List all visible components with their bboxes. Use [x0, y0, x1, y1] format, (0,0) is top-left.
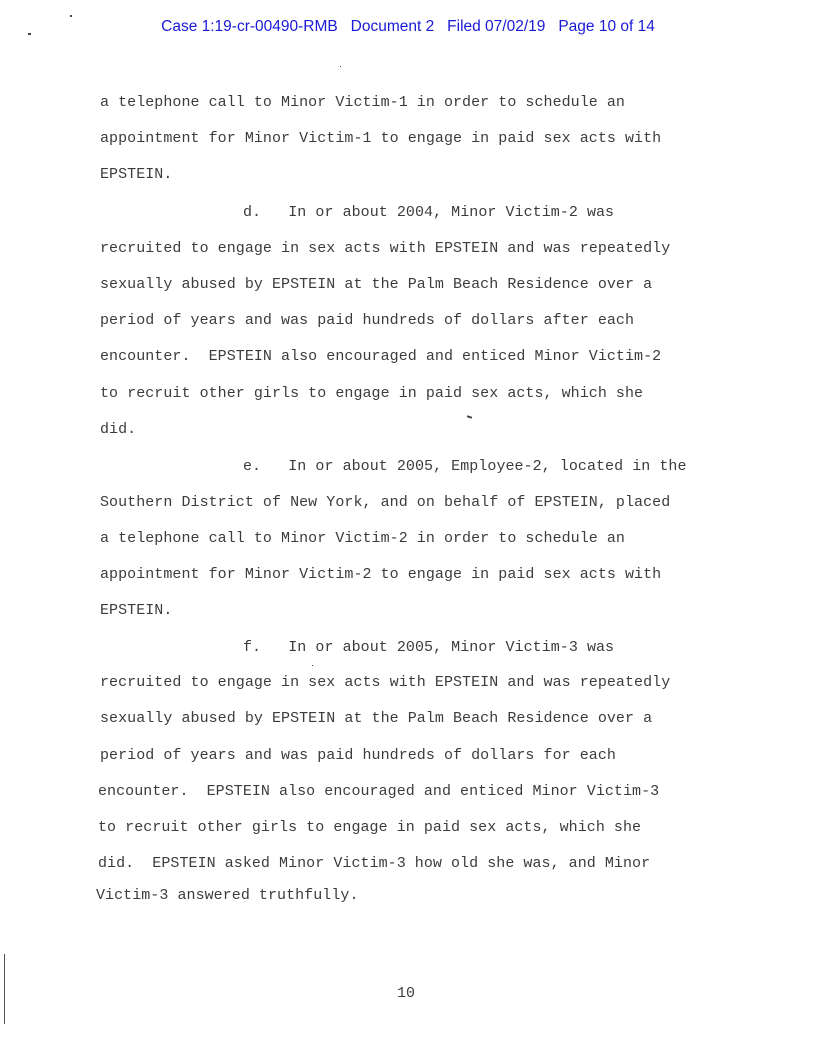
header-filed-date: Filed 07/02/19: [447, 18, 546, 35]
body-line: Victim-3 answered truthfully.: [96, 887, 359, 904]
body-line: a telephone call to Minor Victim-2 in order to schedule an: [100, 530, 625, 547]
body-line: encounter. EPSTEIN also encouraged and enticed Minor Victim-3: [98, 783, 660, 800]
ecf-header: [0, 18, 816, 36]
body-line: sexually abused by EPSTEIN at the Palm Beach Residence over a: [100, 276, 653, 293]
header-document-number: Document 2: [350, 18, 435, 35]
header-case-number: Case 1:19-cr-00490-RMB: [161, 18, 338, 35]
body-line: encounter. EPSTEIN also encouraged and enticed Minor Victim-2: [100, 348, 662, 365]
body-line: did.: [100, 421, 137, 438]
body-line: appointment for Minor Victim-1 to engage in paid sex acts with: [100, 130, 662, 147]
scan-speck: [312, 665, 313, 666]
body-line: recruited to engage in sex acts with EPSTEIN and was repeatedly: [100, 674, 671, 691]
body-line: to recruit other girls to engage in paid sex acts, which she: [98, 819, 642, 836]
paragraph-d-lead: d. In or about 2004, Minor Victim-2 was: [243, 204, 615, 221]
scan-speck: [340, 66, 341, 67]
scan-speck: [28, 33, 31, 35]
scan-margin-line: [4, 954, 5, 1024]
body-line: to recruit other girls to engage in paid sex acts, which she: [100, 385, 644, 402]
paragraph-e-lead: e. In or about 2005, Employee-2, located in the: [243, 458, 687, 475]
body-line: EPSTEIN.: [100, 602, 173, 619]
header-page-count: Page 10 of 14: [558, 18, 655, 35]
paragraph-f-lead: f. In or about 2005, Minor Victim-3 was: [243, 639, 615, 656]
scan-speck: [70, 15, 72, 17]
body-line: Southern District of New York, and on behalf of EPSTEIN, placed: [100, 494, 671, 511]
body-line: did. EPSTEIN asked Minor Victim-3 how old she was, and Minor: [98, 855, 651, 872]
body-line: recruited to engage in sex acts with EPSTEIN and was repeatedly: [100, 240, 671, 257]
body-line: a telephone call to Minor Victim-1 in order to schedule an: [100, 94, 625, 111]
body-line: period of years and was paid hundreds of dollars for each: [100, 747, 616, 764]
body-line: appointment for Minor Victim-2 to engage in paid sex acts with: [100, 566, 662, 583]
body-line: sexually abused by EPSTEIN at the Palm Beach Residence over a: [100, 710, 653, 727]
page-number: 10: [397, 985, 416, 1002]
body-line: period of years and was paid hundreds of dollars after each: [100, 312, 635, 329]
body-line: EPSTEIN.: [100, 166, 173, 183]
scan-speck: [467, 415, 472, 419]
